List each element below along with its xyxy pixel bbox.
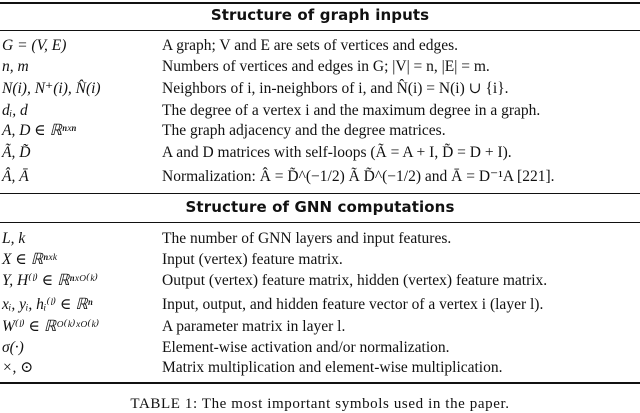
table-row <box>0 142 640 164</box>
table-row <box>0 270 640 292</box>
symbol-cell: Â, Ā <box>2 168 29 185</box>
table-row <box>0 120 640 142</box>
table-caption: TABLE 1: The most important symbols used in the paper. <box>130 396 510 412</box>
top-rule <box>0 2 640 4</box>
description-cell: Element-wise activation and/or normalization. <box>162 339 450 356</box>
symbol-cell: xᵢ, yᵢ, hᵢ⁽ˡ⁾ ∈ ℝⁿ <box>2 296 93 313</box>
description-cell: A parameter matrix in layer l. <box>162 318 346 335</box>
table-row <box>0 78 640 100</box>
table-row <box>0 337 640 359</box>
symbol-cell: Y, H⁽ˡ⁾ ∈ ℝⁿˣᴼ⁽ᵏ⁾ <box>2 272 98 289</box>
section-rule <box>0 30 640 31</box>
symbol-cell: n, m <box>2 58 29 75</box>
table-row <box>0 357 640 379</box>
section-rule <box>0 193 640 194</box>
symbol-cell: dᵢ, d <box>2 102 28 119</box>
symbol-cell: A, D ∈ ℝⁿˣⁿ <box>2 122 77 139</box>
bottom-rule <box>0 382 640 384</box>
symbol-cell: W⁽ˡ⁾ ∈ ℝᴼ⁽ᵏ⁾ˣᴼ⁽ᵏ⁾ <box>2 318 100 335</box>
table-row <box>0 56 640 78</box>
table-row <box>0 100 640 122</box>
description-cell: Normalization: Â = D̃^(−1/2) Ã D̃^(−1/2) and Ā = D⁻¹A [221]. <box>162 168 555 185</box>
symbol-cell: ×, ⊙ <box>2 359 34 376</box>
description-cell: A and D matrices with self-loops (Ã = A + I, D̃ = D + I). <box>162 144 512 161</box>
description-cell: Output (vertex) feature matrix, hidden (vertex) feature matrix. <box>162 272 548 289</box>
description-cell: Numbers of vertices and edges in G; |V| = n, |E| = m. <box>162 58 490 75</box>
symbol-cell: X ∈ ℝⁿˣᵏ <box>2 251 57 268</box>
section-rule <box>0 222 640 223</box>
symbol-cell: Ã, D̃ <box>2 144 31 161</box>
description-cell: The graph adjacency and the degree matrices. <box>162 122 446 139</box>
table-row <box>0 166 640 188</box>
description-cell: Input, output, and hidden feature vector of a vertex i (layer l). <box>162 296 544 313</box>
table-row <box>0 228 640 250</box>
symbol-cell: σ(·) <box>2 339 24 356</box>
description-cell: The number of GNN layers and input features. <box>162 230 452 247</box>
description-cell: Neighbors of i, in-neighbors of i, and N̂(i) = N(i) ∪ {i}. <box>162 80 509 97</box>
description-cell: Matrix multiplication and element-wise multiplication. <box>162 359 503 376</box>
symbol-cell: G = (V, E) <box>2 37 67 54</box>
symbol-cell: N(i), N⁺(i), N̂(i) <box>2 80 101 97</box>
description-cell: Input (vertex) feature matrix. <box>162 251 343 268</box>
description-cell: The degree of a vertex i and the maximum degree in a graph. <box>162 102 541 119</box>
table-row <box>0 294 640 316</box>
symbol-cell: L, k <box>2 230 26 247</box>
table-row <box>0 316 640 338</box>
description-cell: A graph; V and E are sets of vertices and edges. <box>162 37 458 54</box>
section-title-graph-inputs: Structure of graph inputs <box>210 6 430 24</box>
table-row <box>0 249 640 271</box>
table-row <box>0 35 640 57</box>
section-title-gnn-computations: Structure of GNN computations <box>185 198 455 216</box>
